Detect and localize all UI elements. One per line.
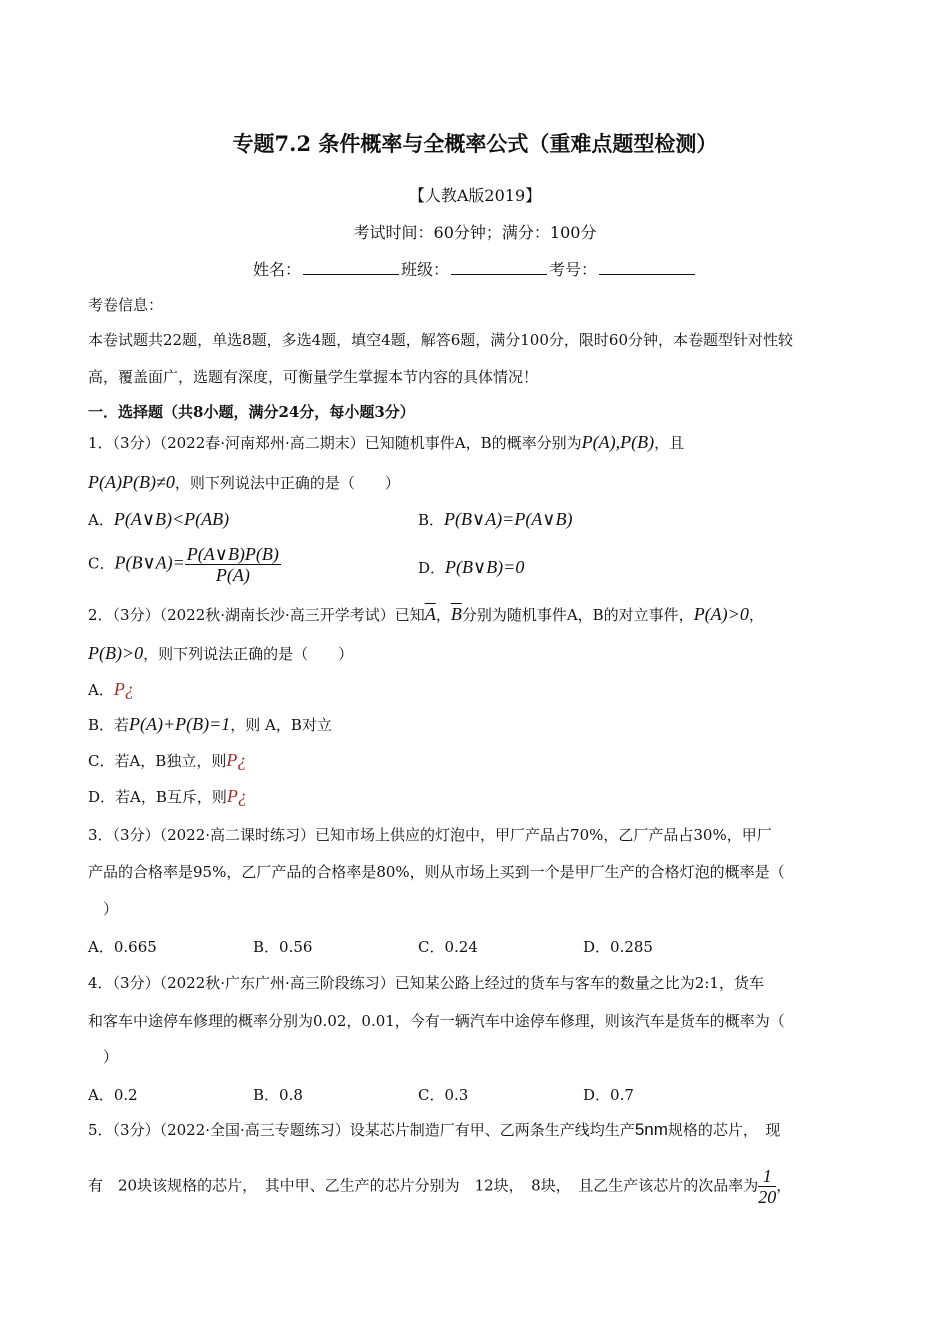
q1-stem-text-2: ，则下列说法中正确的是（ ） [174, 474, 400, 492]
section-heading: 一．选择题（共8小题，满分24分，每小题3分） [88, 403, 415, 421]
q1-option-b-label: B． [418, 511, 445, 529]
q4-option-a: A．0.2 [88, 1086, 138, 1104]
q2-option-b [88, 714, 332, 735]
info-line-1: 本卷试题共22题，单选8题，多选4题，填空4题，解答6题，满分100分，限时60分钟，本卷题型针对性较 [88, 331, 793, 349]
q2-option-a [88, 679, 134, 700]
q2-option-c [88, 750, 246, 771]
q3-line-3: ） [88, 900, 119, 918]
class-blank [451, 260, 547, 275]
q5-stem-text-2: 有 20块该规格的芯片， 其中甲、乙生产的芯片分别为 12块， 8块， 且乙生产该芯片的次品率为 [88, 1176, 759, 1195]
q1-option-c-fraction [185, 544, 281, 585]
q2-option-b-label: B．若 [88, 716, 130, 734]
name-label: 姓名： [252, 260, 301, 279]
q5-fraction-denominator: 20 [758, 1187, 777, 1207]
q2-stem-text-b: 分别为随机事件A，B的对立事件， [461, 606, 694, 624]
q1-option-c-numerator: P(A∨B)P(B) [186, 544, 279, 564]
student-info-line [0, 257, 950, 280]
q1-option-a-math: P(A∨B)<P(AB) [113, 509, 230, 529]
q2-comma: ， [748, 606, 764, 624]
q2-option-b-math: P(A)+P(B)=1 [129, 714, 231, 734]
q3-option-a: A．0.665 [88, 938, 157, 956]
q1-stem-tail: ，且 [654, 434, 685, 452]
q4-line-1: 4．（3分）（2022秋·广东广州·高三阶段练习）已知某公路上经过的货车与客车的数量之比为2:1，货车 [88, 974, 764, 992]
q2-b-bar: $\overline{B}$ [450, 604, 462, 624]
q2-option-a-label: A． [88, 681, 114, 699]
q1-option-d-math: P(B∨B)=0 [445, 557, 525, 577]
q4-line-2: 和客车中途停车修理的概率分别为0.02，0.01，今有一辆汽车中途停车修理，则该汽车是货车的概率为（ [88, 1012, 785, 1030]
q1-option-d-label: D． [418, 559, 446, 577]
q5-line-2 [88, 1166, 791, 1207]
q2-option-c-math: P¿ [226, 750, 247, 770]
edition-label: 【人教A版2019】 [408, 186, 542, 205]
q4-option-b: B．0.8 [253, 1086, 303, 1104]
q3-option-d: D．0.285 [583, 938, 653, 956]
q1-option-c-lhs: P(B∨A)= [114, 552, 185, 573]
q4-option-c: C．0.3 [418, 1086, 469, 1104]
q1-math-2: P(A)P(B)≠0 [88, 472, 175, 492]
q2-stem-text-2: ，则下列说法正确的是（ ） [143, 645, 354, 663]
q5-unit: 5nm [634, 1120, 668, 1139]
info-heading: 考卷信息： [88, 296, 164, 314]
q2-option-d [88, 786, 247, 807]
id-label: 考号： [549, 260, 598, 279]
q2-a-bar: $\overline{A}$ [424, 604, 436, 624]
q1-stem-line-2 [88, 472, 400, 493]
q3-option-c: C．0.24 [418, 938, 478, 956]
page-title: 专题7.2 条件概率与全概率公式（重难点题型检测） [232, 131, 718, 156]
q5-fraction [758, 1166, 776, 1207]
q1-option-c-denominator: P(A) [215, 565, 250, 585]
q3-option-b: B．0.56 [253, 938, 313, 956]
q1-stem-text: 1．（3分）（2022春·河南郑州·高二期末）已知随机事件A，B的概率分别为 [88, 434, 582, 452]
q1-option-c [88, 544, 281, 585]
exam-info: 考试时间：60分钟；满分：100分 [353, 223, 597, 242]
q4-line-3: ） [88, 1048, 119, 1066]
q2-separator: ， [435, 606, 451, 624]
q1-option-d [418, 557, 524, 578]
q2-stem-text: 2．（3分）（2022秋·湖南长沙·高三开学考试）已知 [88, 606, 425, 624]
q2-math-1: P(A)>0 [693, 604, 749, 624]
q3-line-1: 3．（3分）（2022·高二课时练习）已知市场上供应的灯泡中，甲厂产品占70%，乙厂产品占30%，甲厂 [88, 826, 772, 844]
q1-option-a-label: A． [88, 511, 114, 529]
q5-stem-text-b: 规格的芯片， 现 [667, 1121, 781, 1139]
q4-option-d: D．0.7 [583, 1086, 634, 1104]
q2-stem-line-1 [88, 604, 764, 625]
info-line-2: 高，覆盖面广，选题有深度，可衡量学生掌握本节内容的具体情况！ [88, 368, 539, 386]
q2-stem-line-2 [88, 643, 353, 664]
q1-option-c-label: C． [88, 554, 115, 573]
q2-math-2: P(B)>0 [88, 643, 144, 663]
class-label: 班级： [400, 260, 449, 279]
name-blank [303, 260, 399, 275]
q2-option-d-label: D．若A，B互斥，则 [88, 788, 227, 806]
q2-option-a-math: P¿ [113, 679, 134, 699]
q2-option-d-math: P¿ [226, 786, 247, 806]
q5-line-1 [88, 1119, 780, 1140]
q1-option-a [88, 509, 229, 530]
q5-tail: ， [776, 1176, 792, 1195]
q1-option-b [418, 509, 572, 530]
q3-line-2: 产品的合格率是95%，乙厂产品的合格率是80%，则从市场上买到一个是甲厂生产的合格灯泡的概率是（ [88, 863, 785, 881]
q1-math-1: P(A),P(B) [581, 432, 655, 452]
id-blank [599, 260, 695, 275]
q5-stem-text: 5．（3分）（2022·全国·高三专题练习）设某芯片制造厂有甲、乙两条生产线均生产 [88, 1121, 635, 1139]
q2-option-c-label: C．若A，B独立，则 [88, 752, 227, 770]
q1-option-b-math: P(B∨A)=P(A∨B) [444, 509, 573, 529]
q1-stem-line-1 [88, 432, 684, 453]
q5-fraction-numerator: 1 [758, 1166, 776, 1187]
q2-option-b-tail: ，则 A，B对立 [230, 716, 332, 734]
